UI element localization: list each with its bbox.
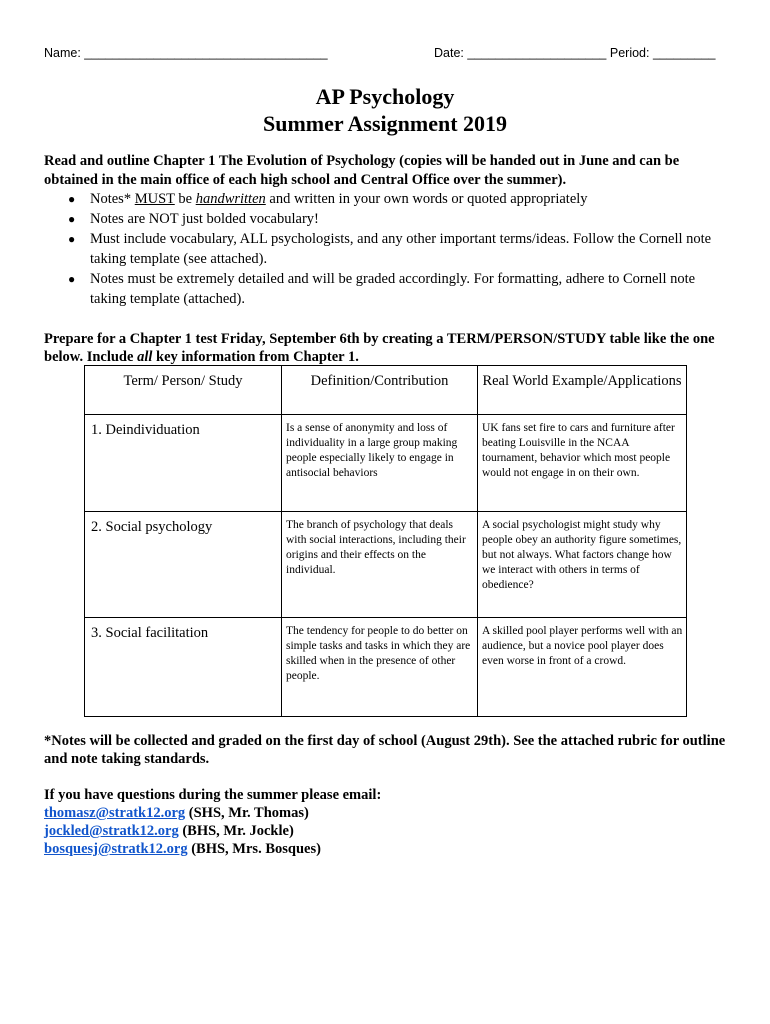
bullet-icon: ● <box>68 272 76 286</box>
contact-section <box>44 786 734 858</box>
list-item: ● Notes* MUST be handwritten and written in your own words or quoted appropriately <box>68 191 588 207</box>
list-item: ● Must include vocabulary, ALL psychologists, and any other important terms/ideas. Follow the Cornell note taking template (see attached). <box>68 231 712 267</box>
name-field[interactable]: Name: ___________________________________ <box>44 46 328 60</box>
column-header-example: Real World Example/Applications <box>478 366 687 415</box>
bullet-icon: ● <box>68 232 76 246</box>
test-instructions: Prepare for a Chapter 1 test Friday, September 6th by creating a TERM/PERSON/STUDY table like the one below. Include all key information from Chapter 1. <box>44 331 715 365</box>
page-header <box>44 46 734 66</box>
email-link-thomas[interactable]: thomasz@stratk12.org <box>44 805 186 821</box>
term-person-study-table <box>84 365 687 717</box>
emphasis-all: all <box>137 349 153 365</box>
notes-collection-notice: *Notes will be collected and graded on the first day of school (August 29th). See the attached rubric for outline and note taking standards. <box>44 733 726 767</box>
column-header-definition: Definition/Contribution <box>282 366 478 415</box>
example-cell: UK fans set fire to cars and furniture after beating Louisville in the NCAA tournament, behavior which most people would not engage in on their own. <box>478 415 687 512</box>
email-link-bosques[interactable]: bosquesj@stratk12.org <box>44 841 188 857</box>
document-title <box>0 83 770 137</box>
term-cell: 2. Social psychology <box>85 512 282 618</box>
term-cell: 1. Deindividuation <box>85 415 282 512</box>
table-row <box>85 618 687 717</box>
example-cell: A skilled pool player performs well with an audience, but a novice pool player does even worse in front of a crowd. <box>478 618 687 717</box>
list-item: ● Notes must be extremely detailed and will be graded accordingly. For formatting, adhere to Cornell note taking template (attached). <box>68 271 696 307</box>
example-cell: A social psychologist might study why people obey an authority figure sometimes, but not always. What factors change how we interact with others in terms of obedience? <box>478 512 687 618</box>
emphasis-must: MUST <box>134 191 175 207</box>
emphasis-handwritten: handwritten <box>195 191 266 207</box>
list-item: ● Notes are NOT just bolded vocabulary! <box>68 211 319 227</box>
contact-line: jockled@stratk12.org (BHS, Mr. Jockle) <box>44 823 294 839</box>
contact-line: bosquesj@stratk12.org (BHS, Mrs. Bosques) <box>44 841 321 857</box>
bullet-icon: ● <box>68 212 76 226</box>
contact-line: thomasz@stratk12.org (SHS, Mr. Thomas) <box>44 805 309 821</box>
definition-cell: The branch of psychology that deals with social interactions, including their origins and their effects on the individual. <box>282 512 478 618</box>
contact-intro: If you have questions during the summer please email: <box>44 787 382 803</box>
table-row <box>85 512 687 618</box>
notes-requirements-list <box>44 189 734 309</box>
title-line-2: Summer Assignment 2019 <box>262 111 508 136</box>
definition-cell: The tendency for people to do better on simple tasks and tasks in which they are skilled when in the presence of other people. <box>282 618 478 717</box>
column-header-term: Term/ Person/ Study <box>85 366 282 415</box>
reading-instructions: Read and outline Chapter 1 The Evolution of Psychology (copies will be handed out in June and can be obtained in the main office of each high school and Central Office over the summer). <box>44 153 680 188</box>
table-row <box>85 415 687 512</box>
table-header-row <box>85 366 687 415</box>
bullet-icon: ● <box>68 192 76 206</box>
title-line-1: AP Psychology <box>315 84 455 109</box>
term-cell: 3. Social facilitation <box>85 618 282 717</box>
definition-cell: Is a sense of anonymity and loss of individuality in a large group making people especially likely to engage in antisocial behaviors <box>282 415 478 512</box>
email-link-jockle[interactable]: jockled@stratk12.org <box>44 823 179 839</box>
date-period-field[interactable]: Date: ____________________ Period: _________ <box>434 46 716 60</box>
